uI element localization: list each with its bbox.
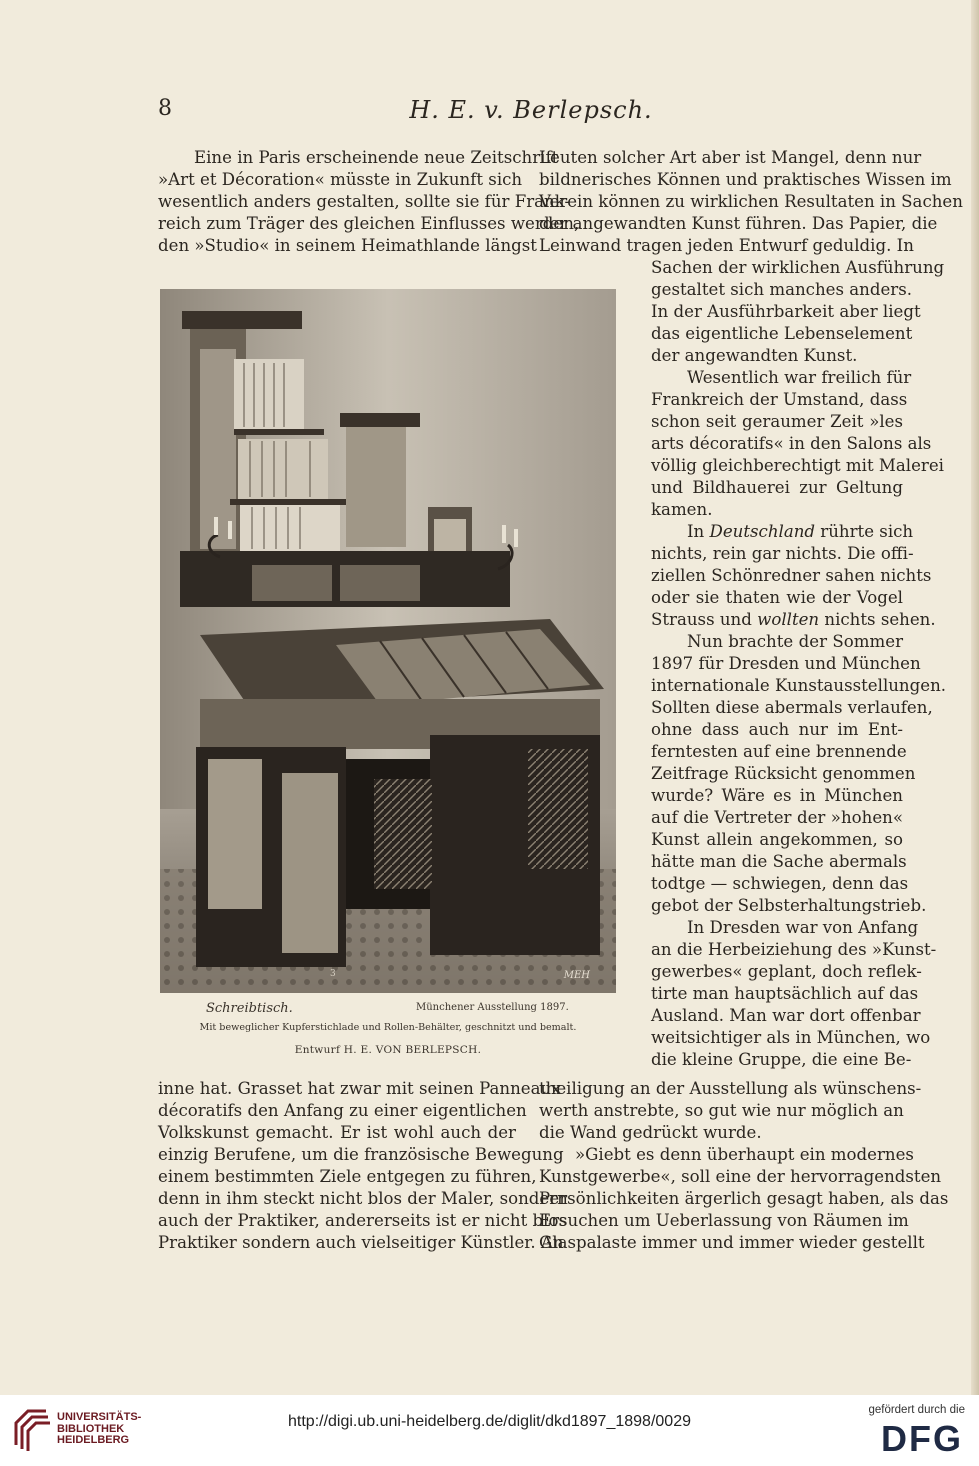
text-line: werth anstrebte, so gut wie nur möglich an (539, 1101, 904, 1120)
text-line: das eigentliche Lebenselement (651, 324, 913, 343)
text-line: hätte man die Sache abermals (651, 852, 907, 871)
text-line: In Deutschland rührte sich (687, 522, 914, 541)
text-line: Verein können zu wirklichen Resultaten in Sachen (539, 192, 963, 211)
caption-credit: Entwurf H. E. VON BERLEPSCH. (294, 1044, 482, 1056)
text-line: gebot der Selbsterhaltungstrieb. (651, 896, 927, 915)
text-line: Leuten solcher Art aber ist Mangel, denn nur (539, 148, 922, 167)
text-line: »Giebt es denn überhaupt ein modernes (575, 1145, 914, 1164)
text-line: Ersuchen um Ueberlassung von Räumen im (539, 1211, 909, 1230)
text-line: Leinwand tragen jeden Entwurf geduldig. In (539, 236, 914, 255)
text-line: der angewandten Kunst. (651, 346, 858, 365)
caption-description: Mit beweglicher Kupferstichlade und Rollen-Behälter, geschnitzt und bemalt. (199, 1022, 577, 1033)
text-line: »Art et Décoration« müsste in Zukunft sich (158, 170, 523, 189)
page-header (158, 96, 904, 128)
figure-caption-title (160, 1001, 616, 1017)
text-line: In Dresden war von Anfang (687, 918, 919, 937)
text-line: denn in ihm steckt nicht blos der Maler, sondern (158, 1189, 568, 1208)
text-line: Wesentlich war freilich für (687, 368, 912, 387)
text-line: bildnerisches Können und praktisches Wissen im (539, 170, 952, 189)
text-line: 1897 für Dresden und München (651, 654, 921, 673)
text-line: oder sie thaten wie der Vogel (651, 588, 903, 607)
running-head: H. E. v. Berlepsch. (409, 96, 653, 124)
text-line: schon seit geraumer Zeit »les (651, 412, 903, 431)
text-line: inne hat. Grasset hat zwar mit seinen Panneaux (158, 1079, 561, 1098)
page-number: 8 (158, 96, 172, 121)
text-line: Eine in Paris erscheinende neue Zeitschrift (194, 148, 559, 167)
desk-illustration (160, 289, 616, 993)
caption-title: Schreibtisch. (206, 1001, 293, 1016)
text-line: gewerbes« geplant, doch reflek- (651, 962, 922, 981)
text-line: Sollten diese abermals verlaufen, (651, 698, 933, 717)
permalink-url[interactable]: http://digi.ub.uni-heidelberg.de/diglit/dkd1897_1898/0029 (288, 1413, 691, 1430)
text-line: Strauss und wollten nichts sehen. (651, 610, 936, 629)
text-line: Kunst allein angekommen, so (651, 830, 903, 849)
text-line: Frankreich der Umstand, dass (651, 390, 908, 409)
desk-photograph (160, 289, 616, 993)
text-line: gestaltet sich manches anders. (651, 280, 912, 299)
library-name-line: HEIDELBERG (57, 1434, 130, 1446)
text-line: Kunstgewerbe«, soll eine der hervorragendsten (539, 1167, 942, 1186)
text-line: Praktiker sondern auch vielseitiger Künstler. An (158, 1233, 564, 1252)
text-line: ohne dass auch nur im Ent- (651, 720, 903, 739)
text-line: nichts, rein gar nichts. Die offi- (651, 544, 914, 563)
text-line: reich zum Träger des gleichen Einflusses werden, (158, 214, 580, 233)
text-line: ziellen Schönredner sahen nichts (651, 566, 932, 585)
text-line: Volkskunst gemacht. Er ist wohl auch der (158, 1123, 516, 1142)
text-line: völlig gleichberechtigt mit Malerei (651, 456, 944, 475)
text-line: tirte man hauptsächlich auf das (651, 984, 919, 1003)
text-line: auf die Vertreter der »hohen« (651, 808, 903, 827)
text-line: Nun brachte der Sommer (687, 632, 903, 651)
text-line: einzig Berufene, um die französische Bewegung (158, 1145, 564, 1164)
text-line: wesentlich anders gestalten, sollte sie für Frank- (158, 192, 571, 211)
text-line: kamen. (651, 500, 713, 519)
text-line: Ausland. Man war dort offenbar (651, 1006, 921, 1025)
plate-mark: 3 (330, 969, 336, 979)
page-edge (971, 0, 979, 1395)
text-line: internationale Kunstausstellungen. (651, 676, 947, 695)
text-line: auch der Praktiker, andererseits ist er nicht blos (158, 1211, 567, 1230)
text-line: décoratifs den Anfang zu einer eigentlichen (158, 1101, 527, 1120)
emphasis: Deutschland (709, 522, 816, 541)
text-line: Glaspalaste immer und immer wieder gestellt (539, 1233, 925, 1252)
text-line: weitsichtiger als in München, wo (651, 1028, 931, 1047)
text-line: die Wand gedrückt wurde. (539, 1123, 762, 1142)
text-line: und Bildhauerei zur Geltung (651, 478, 903, 497)
text-line: den »Studio« in seinem Heimathlande längst (158, 236, 537, 255)
funding-note: gefördert durch die (868, 1404, 965, 1416)
text-line: der angewandten Kunst führen. Das Papier, die (539, 214, 938, 233)
text-line: an die Herbeiziehung des »Kunst- (651, 940, 937, 959)
text-line: Zeitfrage Rücksicht genommen (651, 764, 916, 783)
text-line: todtge — schwiegen, denn das (651, 874, 909, 893)
dfg-logo: DFG (881, 1418, 963, 1459)
text-line: Sachen der wirklichen Ausführung (651, 258, 945, 277)
text-line: einem bestimmten Ziele entgegen zu führen, (158, 1167, 537, 1186)
library-name-line: BIBLIOTHEK (57, 1422, 125, 1435)
text-line: Persönlichkeiten ärgerlich gesagt haben, als das (539, 1189, 949, 1208)
text-line: ferntesten auf eine brennende (651, 742, 907, 761)
library-name-line: UNIVERSITÄTS- (57, 1411, 142, 1423)
text-line: theiligung an der Ausstellung als wünschens- (539, 1079, 922, 1098)
text-line: die kleine Gruppe, die eine Be- (651, 1050, 912, 1069)
emphasis: wollten (757, 610, 820, 629)
text-line: wurde? Wäre es in München (651, 786, 903, 805)
artist-signature: MEH (563, 970, 590, 981)
text-line: In der Ausführbarkeit aber liegt (651, 302, 921, 321)
text-line: arts décoratifs« in den Salons als (651, 434, 932, 453)
caption-exhibition: Münchener Ausstellung 1897. (416, 1002, 569, 1013)
